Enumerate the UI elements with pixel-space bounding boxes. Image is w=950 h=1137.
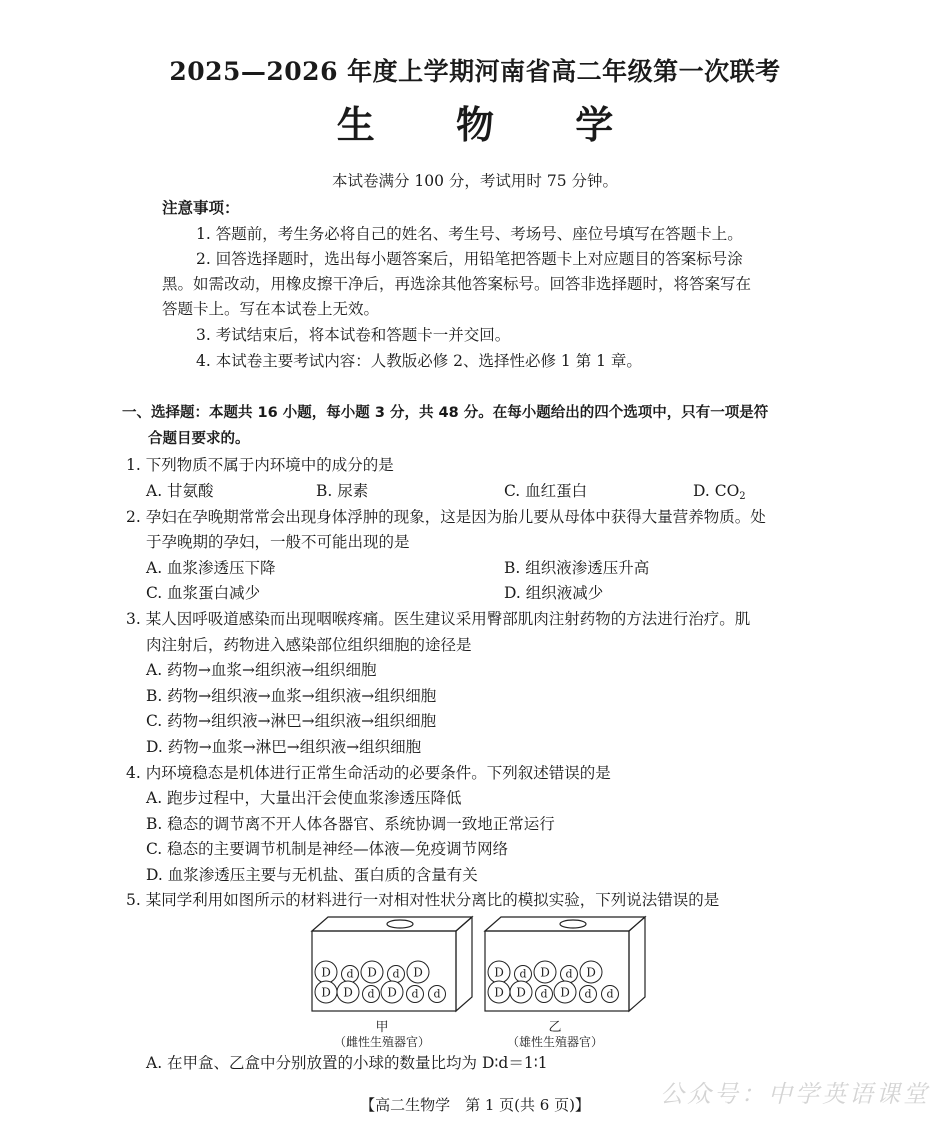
box-yi-ball-label-top-0: D bbox=[494, 965, 504, 980]
q3-option-c: C. 药物→组织液→淋巴→组织液→组织细胞 bbox=[146, 712, 437, 730]
box-yi-balls bbox=[488, 961, 619, 1003]
box-jia-ball-label-bottom-2: d bbox=[367, 987, 375, 1001]
box-yi-diagram bbox=[481, 915, 649, 1015]
box-jia-ball-label-top-0: D bbox=[321, 965, 331, 980]
box-yi-caption: （雄性生殖器官） bbox=[506, 1035, 603, 1049]
q3-option-a: A. 药物→血浆→组织液→组织细胞 bbox=[146, 661, 377, 679]
notice-heading: 注意事项： bbox=[162, 199, 240, 217]
box-yi-side-face bbox=[629, 917, 645, 1011]
q3-stem-line-1: 3. 某人因呼吸道感染而出现咽喉疼痛。医生建议采用臀部肌肉注射药物的方法进行治疗。肌 bbox=[126, 610, 751, 628]
section-heading-line-2: 合题目要求的。 bbox=[148, 431, 250, 447]
section-heading-line-1: 一、选择题：本题共 16 小题，每小题 3 分，共 48 分。在每小题给出的四个选项中，只有一项是符 bbox=[122, 405, 769, 421]
q3-option-b: B. 药物→组织液→血浆→组织液→组织细胞 bbox=[146, 687, 437, 705]
q4-option-b: B. 稳态的调节离不开人体各器官、系统协调一致地正常运行 bbox=[146, 815, 555, 833]
box-jia-name: 甲 bbox=[375, 1020, 389, 1035]
box-jia-ball-label-top-4: D bbox=[413, 965, 423, 980]
notice-line-2: 2. 回答选择题时，选出每小题答案后，用铅笔把答题卡上对应题目的答案标号涂 bbox=[196, 250, 743, 268]
box-jia-side-face bbox=[456, 917, 472, 1011]
box-jia-top-face bbox=[312, 917, 472, 931]
q4-option-d: D. 血浆渗透压主要与无机盐、蛋白质的含量有关 bbox=[146, 866, 478, 884]
q3-stem-line-2: 肉注射后，药物进入感染部位组织细胞的途径是 bbox=[146, 636, 472, 654]
box-yi-ball-label-bottom-5: d bbox=[606, 987, 614, 1001]
q2-option-a: A. 血浆渗透压下降 bbox=[146, 559, 276, 577]
box-jia-diagram bbox=[308, 915, 476, 1015]
box-jia-ball-label-bottom-5: d bbox=[433, 987, 441, 1001]
q3-option-d: D. 药物→血浆→淋巴→组织液→组织细胞 bbox=[146, 738, 422, 756]
box-jia-ball-label-top-2: D bbox=[367, 965, 377, 980]
exam-title: 2025—2026 年度上学期河南省高二年级第一次联考 bbox=[169, 57, 781, 86]
box-yi-ball-label-bottom-4: d bbox=[584, 987, 592, 1001]
box-yi-ball-label-bottom-3: D bbox=[560, 985, 570, 1000]
q2-stem-line-1: 2. 孕妇在孕晚期常常会出现身体浮肿的现象，这是因为胎儿要从母体中获得大量营养物质。处 bbox=[126, 508, 766, 526]
box-yi-name: 乙 bbox=[548, 1020, 562, 1035]
q2-stem-line-2: 于孕晚期的孕妇，一般不可能出现的是 bbox=[146, 533, 410, 551]
q2-option-b: B. 组织液渗透压升高 bbox=[504, 559, 650, 577]
q4-stem: 4. 内环境稳态是机体进行正常生命活动的必要条件。下列叙述错误的是 bbox=[126, 764, 611, 782]
q5-option-a: A. 在甲盒、乙盒中分别放置的小球的数量比均为 D∶d＝1∶1 bbox=[146, 1054, 548, 1072]
box-jia-balls bbox=[315, 961, 446, 1003]
q4-option-c: C. 稳态的主要调节机制是神经—体液—免疫调节网络 bbox=[146, 840, 509, 858]
q1-option-b: B. 尿素 bbox=[316, 482, 369, 500]
watermark: 公众号：中学英语课堂 bbox=[660, 1080, 930, 1108]
notice-line-4: 答题卡上。写在本试卷上无效。 bbox=[162, 300, 380, 318]
notice-line-3: 黑。如需改动，用橡皮擦干净后，再选涂其他答案标号。回答非选择题时，将答案写在 bbox=[162, 275, 752, 293]
box-yi-top-face bbox=[485, 917, 645, 931]
q1-option-a: A. 甘氨酸 bbox=[146, 482, 214, 500]
page-footer: 【高二生物学 第 1 页(共 6 页)】 bbox=[360, 1096, 590, 1114]
q1-option-c: C. 血红蛋白 bbox=[504, 482, 588, 500]
q4-option-a: A. 跑步过程中，大量出汗会使血浆渗透压降低 bbox=[146, 789, 462, 807]
box-yi-ball-label-top-2: D bbox=[540, 965, 550, 980]
box-yi-ball-label-bottom-1: D bbox=[516, 985, 526, 1000]
box-yi-ball-label-top-1: d bbox=[519, 967, 527, 981]
q2-option-c: C. 血浆蛋白减少 bbox=[146, 584, 261, 602]
box-jia-ball-label-top-3: d bbox=[392, 967, 400, 981]
notice-line-6: 4. 本试卷主要考试内容：人教版必修 2、选择性必修 1 第 1 章。 bbox=[196, 352, 642, 370]
q1-option-d bbox=[693, 480, 746, 508]
box-jia-ball-label-top-1: d bbox=[346, 967, 354, 981]
q5-stem: 5. 某同学利用如图所示的材料进行一对相对性状分离比的模拟实验，下列说法错误的是 bbox=[126, 891, 720, 909]
box-yi-ball-label-top-3: d bbox=[565, 967, 573, 981]
box-jia-ball-label-bottom-3: D bbox=[387, 985, 397, 1000]
exam-intro: 本试卷满分 100 分，考试用时 75 分钟。 bbox=[331, 172, 619, 190]
notice-line-1: 1. 答题前，考生务必将自己的姓名、考生号、考场号、座位号填写在答题卡上。 bbox=[196, 225, 743, 243]
box-jia-opening bbox=[387, 920, 413, 928]
box-yi-ball-label-top-4: D bbox=[586, 965, 596, 980]
q2-option-d: D. 组织液减少 bbox=[504, 584, 604, 602]
box-jia-ball-label-bottom-0: D bbox=[321, 985, 331, 1000]
box-jia-caption: （雌性生殖器官） bbox=[333, 1035, 430, 1049]
box-yi-opening bbox=[560, 920, 586, 928]
q1-stem: 1. 下列物质不属于内环境中的成分的是 bbox=[126, 456, 394, 474]
box-yi-ball-label-bottom-2: d bbox=[540, 987, 548, 1001]
subject-title: 生 物 学 bbox=[336, 102, 648, 147]
notice-line-5: 3. 考试结束后，将本试卷和答题卡一并交回。 bbox=[196, 326, 511, 344]
box-jia-ball-label-bottom-1: D bbox=[343, 985, 353, 1000]
q1-option-d-subscript: 2 bbox=[739, 491, 746, 502]
box-yi-ball-label-bottom-0: D bbox=[494, 985, 504, 1000]
box-jia-ball-label-bottom-4: d bbox=[411, 987, 419, 1001]
q1-option-d-text: D. CO bbox=[693, 482, 740, 500]
